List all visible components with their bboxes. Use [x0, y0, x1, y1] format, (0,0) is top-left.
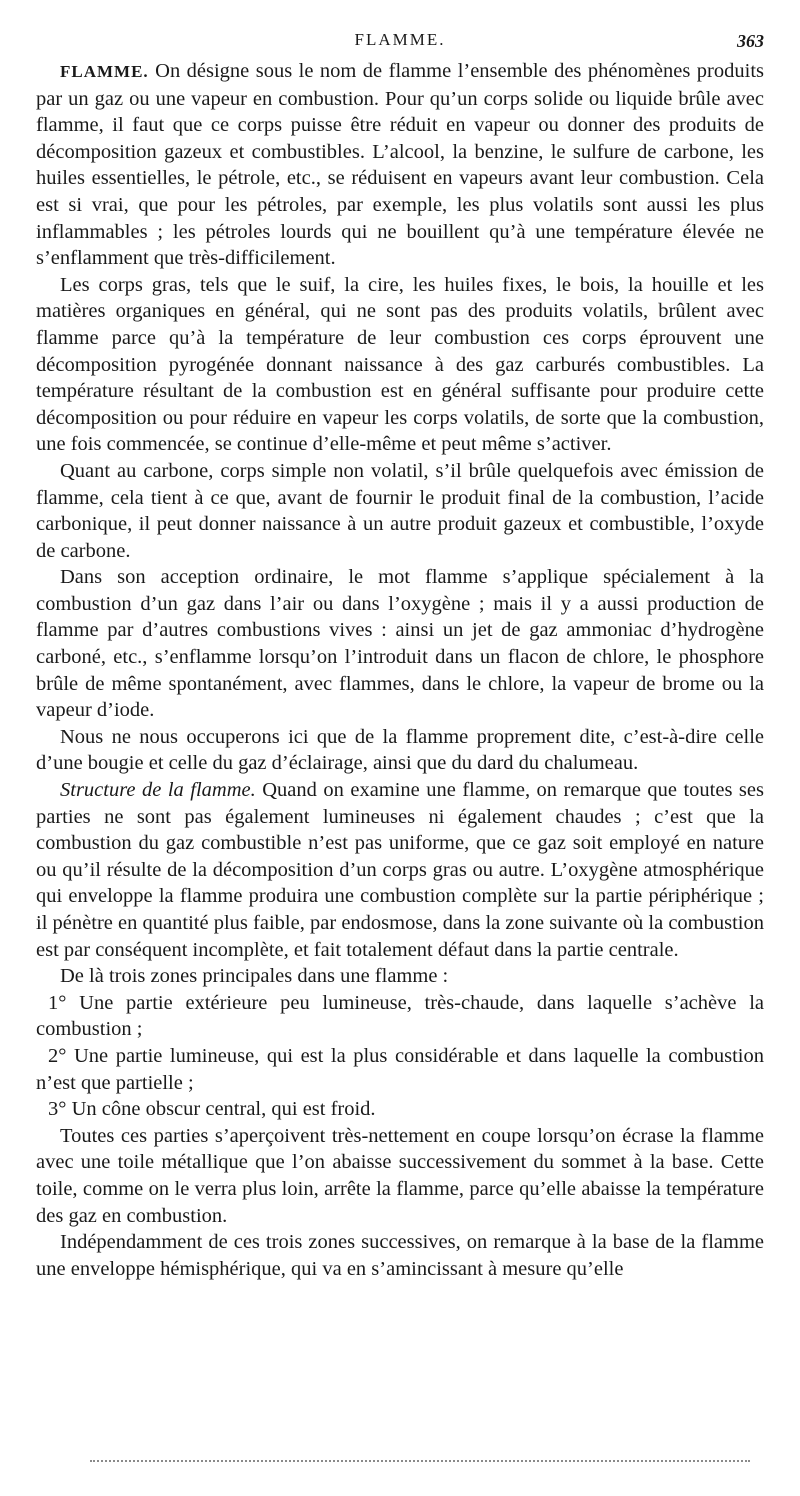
- paragraph-text: Quand on examine une flamme, on remarque que toutes ses parties ne sont pas également lumineuses ni également chaudes ; c’est que la combustion du gaz combustible n’est pas uniforme, que ce gaz soit employé en nature ou qu’il résulte de la décomposition d’un corps gras ou autre. L’oxygène atmosphérique qui enveloppe la flamme produira une combustion complète sur la partie périphérique ; il pénètre en quantité plus faible, par endosmose, dans la zone suivante où la combustion est par conséquent incomplète, et fait totalement défaut dans la partie centrale.: [36, 779, 764, 961]
- paragraph: Toutes ces parties s’aperçoivent très-nettement en coupe lorsqu’on écrase la flamme avec une toile métallique que l’on abaisse successivement du sommet à la base. Cette toile, comme on le verra plus loin, arrête la flamme, parce qu’elle abaisse la température des gaz en combustion.: [36, 1124, 764, 1227]
- entry-headword: FLAMME.: [60, 62, 149, 81]
- paragraph: Nous ne nous occuperons ici que de la flamme proprement dite, c’est-à-dire celle d’une bougie et celle du gaz d’éclairage, ainsi que du dard du chalumeau.: [36, 725, 764, 775]
- section-subheading: Structure de la flamme.: [60, 779, 256, 802]
- bottom-dotted-rule: [90, 1460, 750, 1462]
- running-head: [36, 30, 764, 56]
- paragraph: Quant au carbone, corps simple non volatil, s’il brûle quelquefois avec émission de flamme, cela tient à ce que, avant de fournir le produit final de la combustion, l’acide carbonique, il peut donner naissance à un autre produit gazeux et combustible, l’oxyde de carbone.: [36, 459, 764, 562]
- list-item: 2° Une partie lumineuse, qui est la plus considérable et dans laquelle la combustion n’est que partielle ;: [36, 1044, 764, 1094]
- paragraph-text: On désigne sous le nom de flamme l’ensemble des phénomènes produits par un gaz ou une vapeur en combustion. Pour qu’un corps solide ou liquide brûle avec flamme, il faut que ce corps puisse être réduit en vapeur ou donner des produits de décomposition gazeux et combustibles. L’alcool, la benzine, le sulfure de carbone, les huiles essentielles, le pétrole, etc., se réduisent en vapeurs avant leur combustion. Cela est si vrai, que pour les pétroles, par exemple, les plus volatils sont aussi les plus inflammables ; les pétroles lourds qui ne bouillent qu’à une température élevée ne s’enflamment que très-difficilement.: [36, 60, 764, 270]
- paragraph: Indépendamment de ces trois zones successives, on remarque à la base de la flamme une enveloppe hémisphérique, qui va en s’amincissant à mesure qu’elle: [36, 1231, 764, 1280]
- paragraph-definition: [36, 58, 764, 272]
- page-number: 363: [737, 31, 764, 51]
- list-item: 1° Une partie extérieure peu lumineuse, très-chaude, dans laquelle s’achève la combustion ;: [36, 991, 764, 1041]
- body-text: [36, 58, 764, 1282]
- paragraph: Les corps gras, tels que le suif, la cire, les huiles fixes, le bois, la houille et les matières organiques en général, qui ne sont pas des produits volatils, brûlent avec flamme parce qu’à la température de leur combustion ces corps éprouvent une décomposition pyrogénée donnant naissance à des gaz carburés combustibles. La température résultant de la combustion est en général suffisante pour produire cette décomposition ou pour réduire en vapeur les corps volatils, de sorte que la combustion, une fois commencée, se continue d’elle-même et peut même s’activer.: [36, 273, 764, 456]
- paragraph: Dans son acception ordinaire, le mot flamme s’applique spécialement à la combustion d’un gaz dans l’air ou dans l’oxygène ; mais il y a aussi production de flamme par d’autres combustions vives : ainsi un jet de gaz ammoniac d’hydrogène carboné, etc., s’enflamme lorsqu’on l’introduit dans un flacon de chlore, le phosphore brûle de même spontanément, avec flammes, dans le chlore, la vapeur de brome ou la vapeur d’iode.: [36, 566, 764, 722]
- paragraph-structure: [36, 777, 764, 963]
- list-item: 3° Un cône obscur central, qui est froid.: [48, 1098, 376, 1121]
- paragraph: De là trois zones principales dans une flamme :: [60, 965, 449, 988]
- running-title: FLAMME.: [354, 30, 446, 49]
